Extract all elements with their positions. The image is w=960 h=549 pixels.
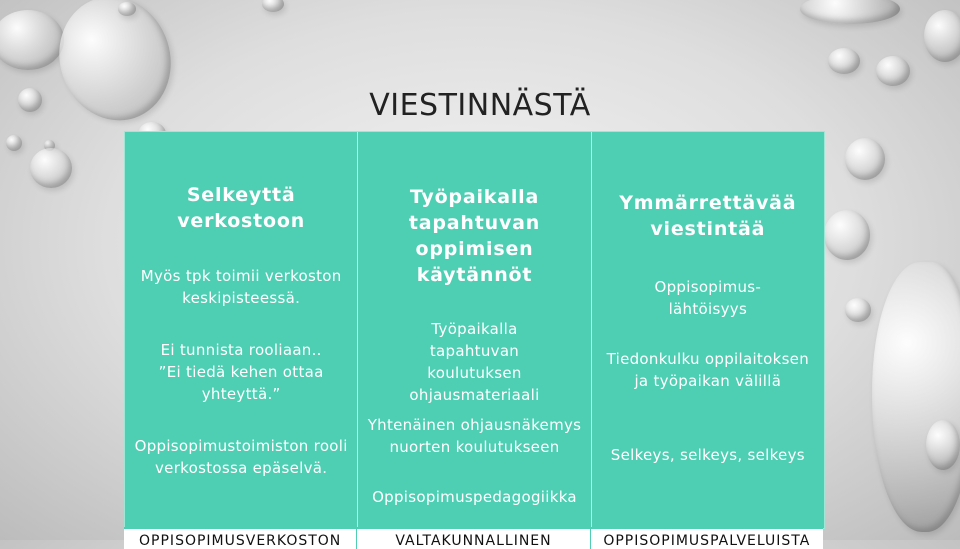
column-item: Tiedonkulku oppilaitoksen ja työpaikan välillä — [606, 350, 810, 390]
water-drop-decoration — [824, 210, 870, 260]
water-drop-decoration — [926, 420, 960, 470]
column-heading: Työpaikalla tapahtuvan oppimisen käytännöt — [408, 186, 541, 286]
slide-title: VIESTINNÄSTÄ — [369, 88, 591, 123]
water-drop-decoration — [6, 135, 22, 151]
column-understandable-communication — [592, 132, 824, 528]
column-item: Selkeys, selkeys, selkeys — [610, 446, 805, 464]
water-drop-decoration — [845, 298, 871, 322]
water-drop-decoration — [0, 10, 64, 70]
column-clarity-to-network — [125, 132, 358, 528]
footer-cell: OPPISOPIMUSPALVELUISTA — [603, 533, 811, 549]
column-item: Ei tunnista rooliaan.. ”Ei tiedä kehen ottaa yhteyttä.” — [158, 341, 324, 403]
column-workplace-learning-practices — [358, 132, 591, 528]
content-table — [124, 131, 825, 529]
water-drop-decoration — [924, 10, 960, 62]
column-item: Oppisopimuspedagogiikka — [372, 488, 577, 506]
column-item: Yhtenäinen ohjausnäkemys nuorten koulutukseen — [367, 416, 582, 456]
water-drop-decoration — [876, 56, 910, 86]
column-item: Myös tpk toimii verkoston keskipisteessä. — [140, 267, 342, 307]
column-heading: Ymmärrettävää viestintää — [619, 192, 797, 240]
column-heading: Selkeyttä verkostoon — [177, 184, 306, 232]
column-item: Oppisopimustoimiston rooli verkostossa epäselvä. — [134, 437, 348, 477]
water-drop-decoration — [828, 48, 860, 74]
water-drop-decoration — [845, 138, 885, 180]
water-drop-decoration — [262, 0, 284, 12]
footer-cell: VALTAKUNNALLINEN — [357, 529, 590, 549]
water-drop-decoration — [118, 2, 136, 16]
footer-cell: OPPISOPIMUSVERKOSTON — [124, 529, 357, 549]
water-drop-decoration — [872, 262, 960, 532]
water-drop-decoration — [800, 0, 900, 24]
column-item: Oppisopimus-lähtöisyys — [654, 278, 762, 318]
footer-row — [124, 527, 823, 549]
water-drop-decoration — [30, 148, 72, 188]
column-item: Työpaikalla tapahtuvan koulutuksen ohjausmateriaali — [409, 320, 540, 404]
